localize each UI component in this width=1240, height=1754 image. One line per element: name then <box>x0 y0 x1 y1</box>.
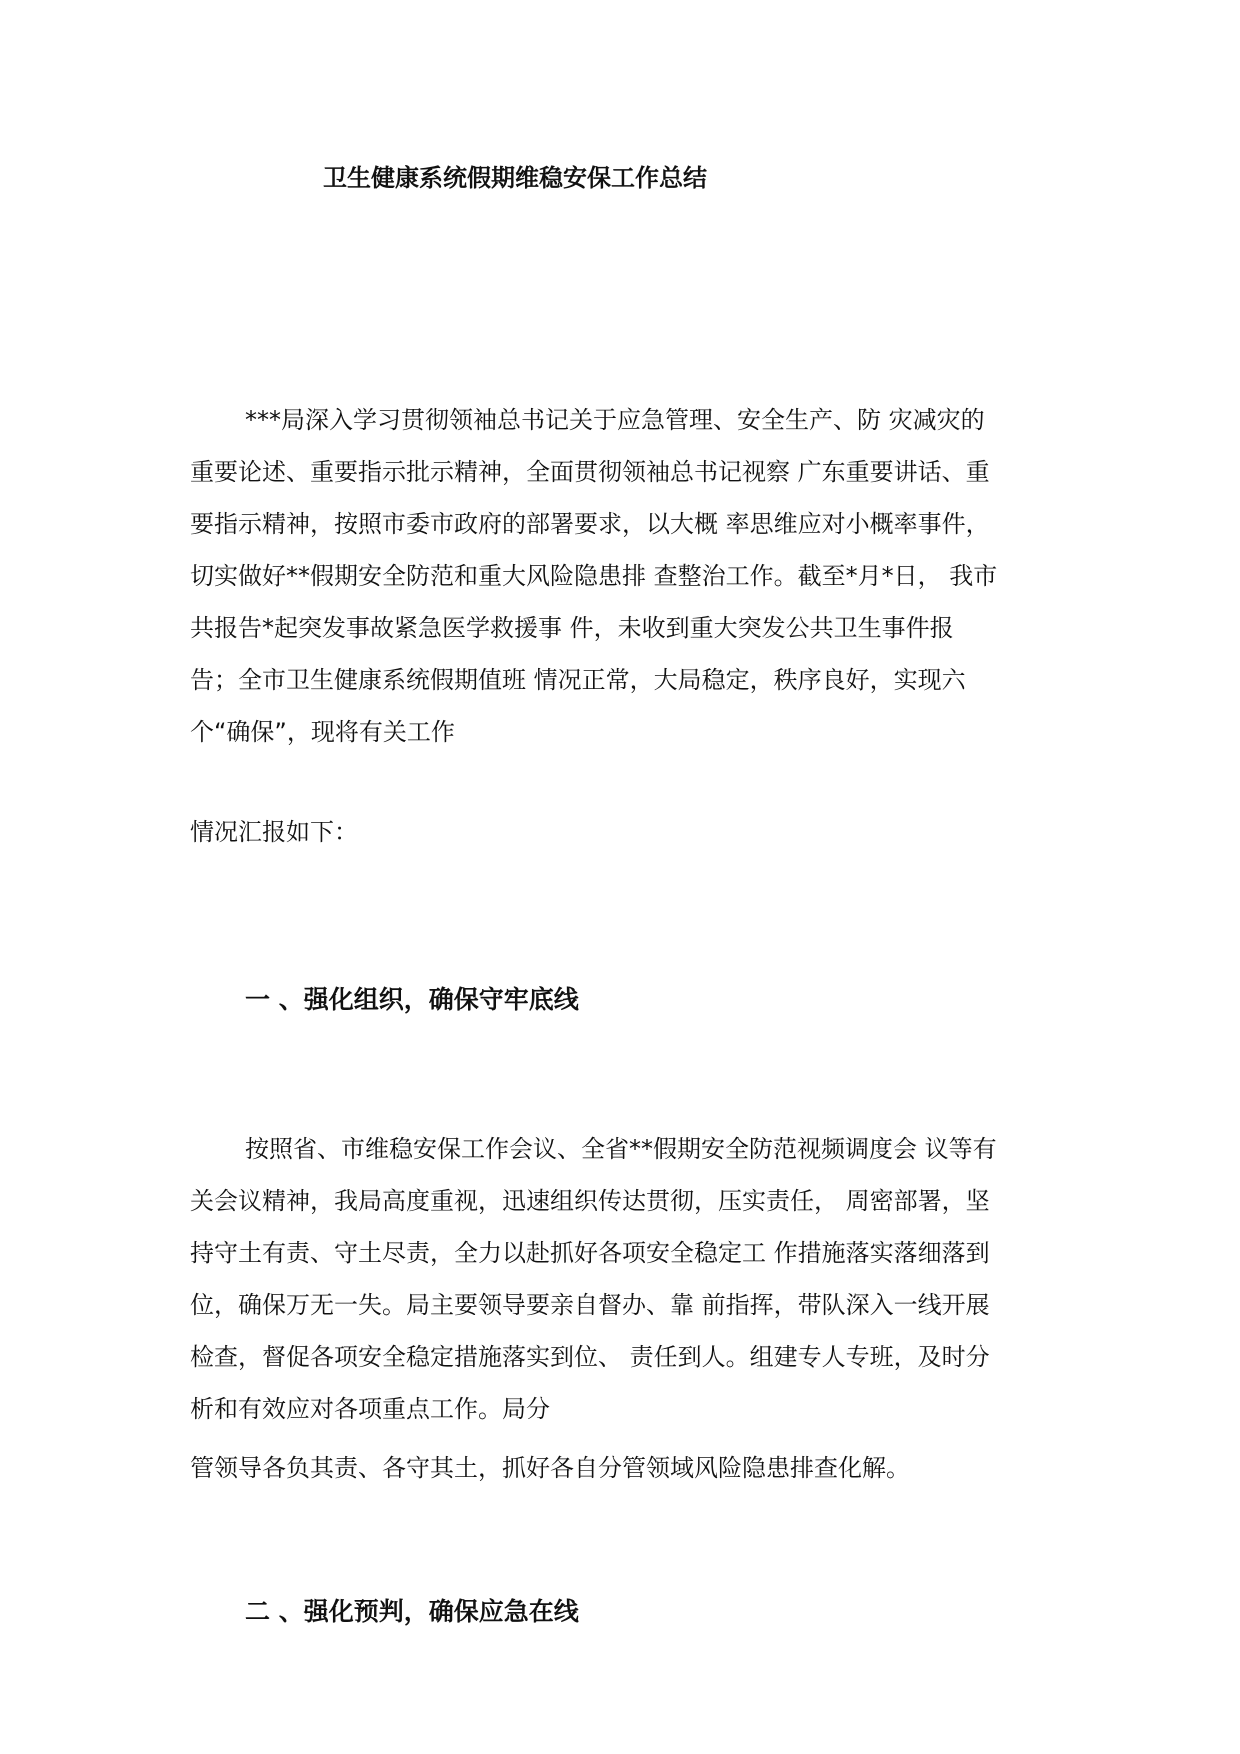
paragraph-line: 告；全市卫生健康系统假期值班 情况正常，大局稳定，秩序良好，实现六 <box>190 666 966 694</box>
section1-tail-line: 管领导各负其责、各守其土，抓好各自分管领域风险隐患排查化解。 <box>190 1454 910 1482</box>
paragraph-line: ***局深入学习贯彻领袖总书记关于应急管理、安全生产、防 灾减灾的 <box>245 406 985 434</box>
paragraph-line: 析和有效应对各项重点工作。局分 <box>190 1395 550 1423</box>
paragraph-line: 切实做好**假期安全防范和重大风险隐患排 查整治工作。截至*月*日， 我市 <box>190 562 998 590</box>
section-heading-2: 二 、强化预判，确保应急在线 <box>245 1597 579 1626</box>
paragraph-line: 共报告*起突发事故紧急医学救援事 件，未收到重大突发公共卫生事件报 <box>190 614 954 642</box>
paragraph-line: 位，确保万无一失。局主要领导要亲自督办、靠 前指挥，带队深入一线开展 <box>190 1291 990 1319</box>
paragraph-line: 要指示精神，按照市委市政府的部署要求，以大概 率思维应对小概率事件， <box>190 510 990 538</box>
intro-tail-line: 情况汇报如下： <box>190 818 358 846</box>
intro-paragraph <box>190 394 1070 758</box>
paragraph-line: 持守土有责、守土尽责，全力以赴抓好各项安全稳定工 作措施落实落细落到 <box>190 1239 990 1267</box>
document-title: 卫生健康系统假期维稳安保工作总结 <box>323 164 707 192</box>
paragraph-line: 检查，督促各项安全稳定措施落实到位、 责任到人。组建专人专班，及时分 <box>190 1343 990 1371</box>
section1-paragraph <box>190 1123 1070 1435</box>
section-heading-1: 一 、强化组织，确保守牢底线 <box>245 985 579 1014</box>
paragraph-line: 关会议精神，我局高度重视，迅速组织传达贯彻，压实责任， 周密部署，坚 <box>190 1187 990 1215</box>
paragraph-line: 按照省、市维稳安保工作会议、全省**假期安全防范视频调度会 议等有 <box>245 1135 997 1163</box>
paragraph-line: 重要论述、重要指示批示精神，全面贯彻领袖总书记视察 广东重要讲话、重 <box>190 458 990 486</box>
paragraph-line: 个“确保”，现将有关工作 <box>190 718 455 746</box>
